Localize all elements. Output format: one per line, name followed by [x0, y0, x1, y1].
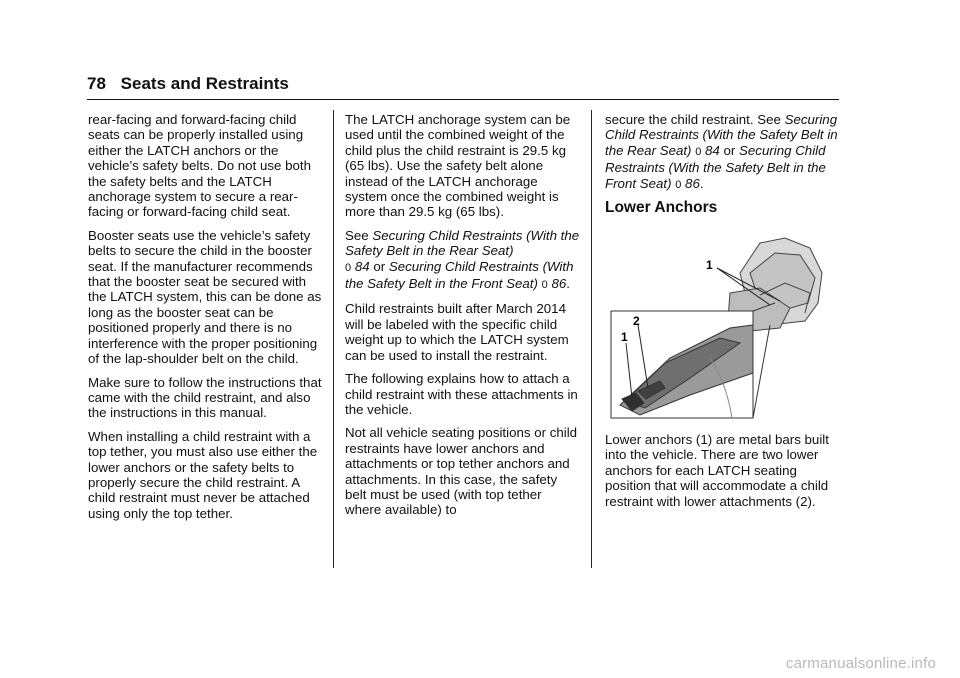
watermark: carmanualsonline.info — [785, 655, 936, 672]
cross-reference-link[interactable]: Securing Child Restraints (With the Safety Belt in the Rear Seat) — [345, 227, 580, 259]
paragraph: The LATCH anchorage system can be used until the combined weight of the child plus the child restraint is 29.5 kg (65 lbs). Use the safety belt alone instead of the LATCH anchorage system once the combined weight is more than 29.5 kg (65 lbs). — [345, 112, 571, 220]
callout-label: 1 — [706, 258, 713, 272]
page-arrow-icon: 0 — [675, 178, 682, 191]
paragraph: The following explains how to attach a child restraint with these attachments in the vehicle. — [345, 371, 578, 417]
page-number: 78 — [87, 74, 106, 93]
text: or — [719, 142, 740, 158]
paragraph: Child restraints built after March 2014 will be labeled with the specific child weight up to which the LATCH system can be used to install the restraint. — [345, 301, 569, 363]
section-header-title: Seats and Restraints — [120, 74, 289, 93]
text: . — [566, 276, 570, 292]
column-3 — [605, 112, 843, 201]
lower-anchors-text — [605, 432, 843, 509]
column-1 — [88, 112, 324, 529]
cross-reference-link[interactable]: Securing Child Restraints (With the Safety Belt in the Front Seat) — [605, 142, 826, 191]
header-rule — [87, 99, 839, 100]
page-ref[interactable]: 84 — [354, 258, 370, 274]
cross-reference-link[interactable]: Securing Child Restraints (With the Safety Belt in the Front Seat) — [345, 258, 574, 292]
page-arrow-icon: 0 — [541, 279, 548, 292]
lower-anchors-illustration — [610, 233, 842, 419]
text: See — [345, 227, 373, 243]
callout-label: 2 — [633, 314, 640, 328]
paragraph: When installing a child restraint with a top tether, you must also use either the lower anchors or the safety belts to properly secure the child restraint. A child restraint must never be attached using only the top tether. — [88, 428, 318, 521]
paragraph: Not all vehicle seating positions or child restraints have lower anchors and attachments or top tether anchors and attachments. In this case, the safety belt must be used (with top tether where available) to — [345, 425, 578, 518]
callout-label: 1 — [621, 330, 628, 344]
page-ref[interactable]: 86 — [685, 175, 700, 191]
page-ref[interactable]: 84 — [705, 142, 720, 158]
cross-reference-link[interactable]: Securing Child Restraints (With the Safety Belt in the Rear Seat) — [605, 112, 838, 158]
paragraph — [345, 228, 581, 294]
paragraph: Lower anchors (1) are metal bars built into the vehicle. There are two lower anchors for each LATCH seating position that will accommodate a child restraint with lower attachments (2). — [605, 432, 829, 509]
text: secure the child restraint. See — [605, 112, 785, 127]
page-arrow-icon: 0 — [695, 145, 702, 158]
paragraph: Make sure to follow the instructions that came with the child restraint, and also the instructions in this manual. — [88, 374, 322, 421]
page-ref[interactable]: 86 — [551, 276, 567, 292]
column-divider — [333, 110, 334, 568]
text: or — [369, 258, 389, 274]
column-2 — [345, 112, 581, 526]
section-title-lower-anchors: Lower Anchors — [605, 199, 718, 216]
paragraph — [605, 112, 843, 193]
column-divider — [591, 110, 592, 568]
paragraph: rear-facing and forward-facing child seats can be properly installed using either the LATCH anchors or the vehicle’s safety belts. Do not use both the safety belts and the LATCH anchorage system to secure a rear-facing or forward-facing child seat. — [88, 112, 311, 220]
page-header — [87, 74, 289, 94]
paragraph: Booster seats use the vehicle’s safety belts to secure the child in the booster seat. If the manufacturer recommends that the booster seat be secured with the LATCH system, this can be done as long as the booster seat can be positioned properly and there is no interference with the proper positioning of the lap-shoulder belt on the child. — [88, 227, 322, 367]
page-arrow-icon: 0 — [345, 261, 352, 274]
text: . — [699, 175, 704, 191]
